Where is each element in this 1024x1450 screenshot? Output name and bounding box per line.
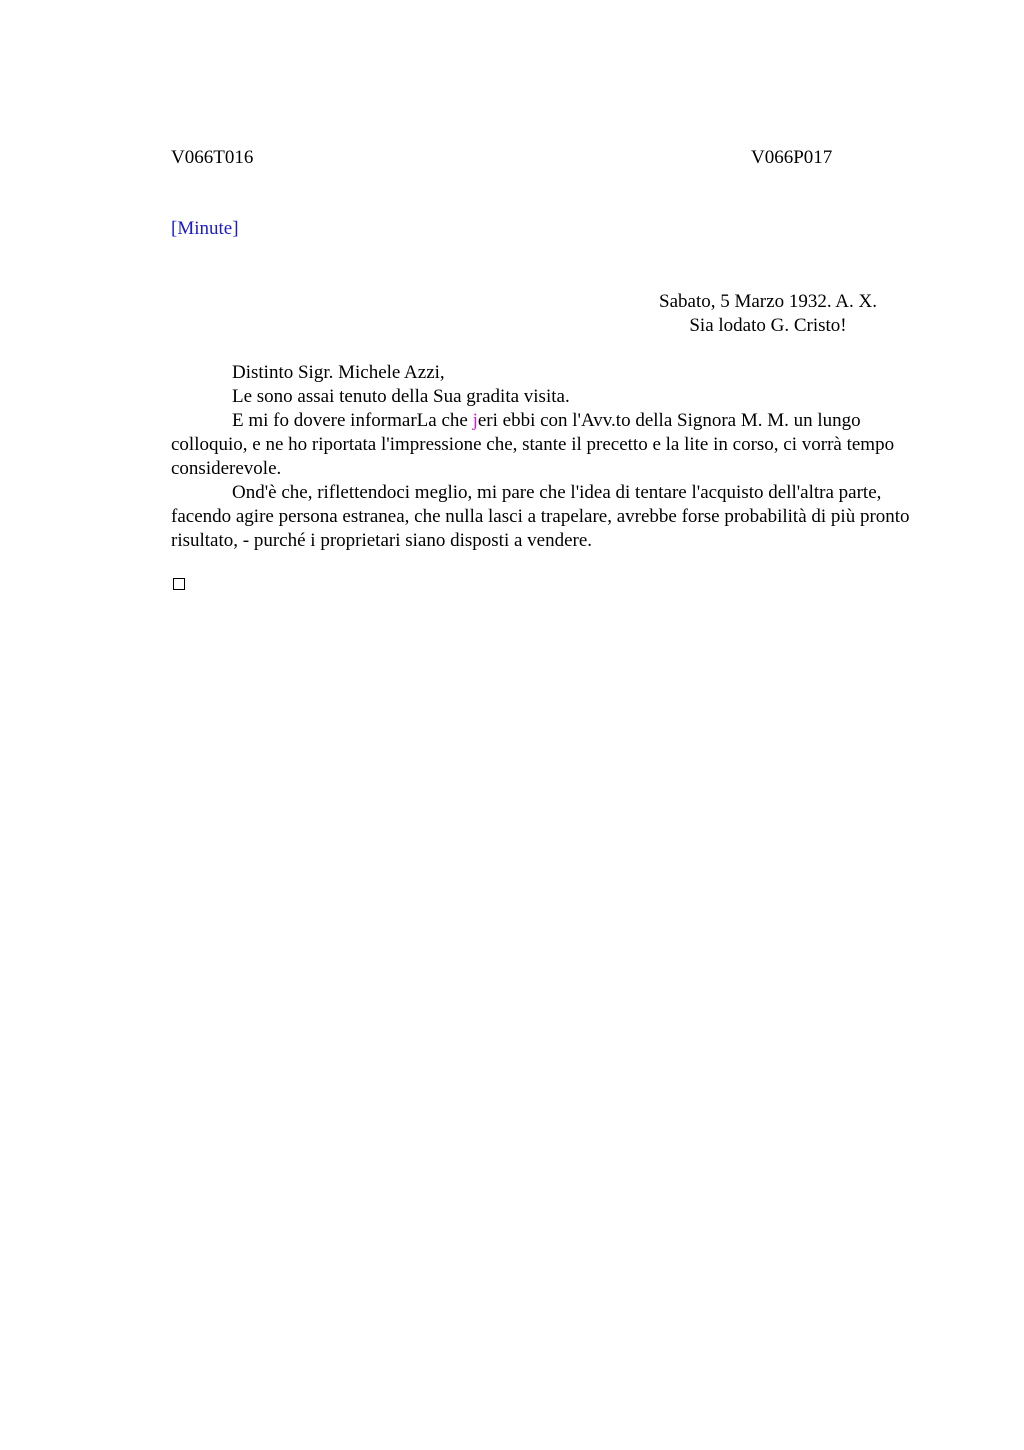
document-code-left: V066T016 <box>171 147 254 168</box>
salutation: Distinto Sigr. Michele Azzi, <box>232 362 445 383</box>
paragraph-2-start: E mi fo dovere informarLa che <box>232 410 473 431</box>
highlighted-letter: j <box>472 410 478 431</box>
paragraph-1: Le sono assai tenuto della Sua gradita visita. <box>232 386 570 407</box>
letter-invocation: Sia lodato G. Cristo! <box>689 315 847 336</box>
paragraph-3: Ond'è che, riflettendoci meglio, mi pare che l'idea di tentare l'acquisto dell'altra parte, facendo agire persona estranea, che nulla lasci a trapelare, avrebbe forse probabilità di più pronto risultato, - purché i proprietari siano disposti a vendere. <box>171 482 910 551</box>
minute-tag: [Minute] <box>171 218 239 239</box>
letter-body <box>171 361 923 553</box>
document-code-right: V066P017 <box>751 147 833 168</box>
paragraph-2 <box>171 409 923 481</box>
letter-date: Sabato, 5 Marzo 1932. A. X. <box>659 291 877 312</box>
dateline <box>620 290 916 338</box>
empty-square-icon <box>173 578 185 590</box>
paragraph-2-end: eri ebbi con l'Avv.to della Signora M. M. un lungo colloquio, e ne ho riportata l'impressione che, stante il precetto e la lite in corso, ci vorrà tempo considerevole. <box>171 410 895 479</box>
